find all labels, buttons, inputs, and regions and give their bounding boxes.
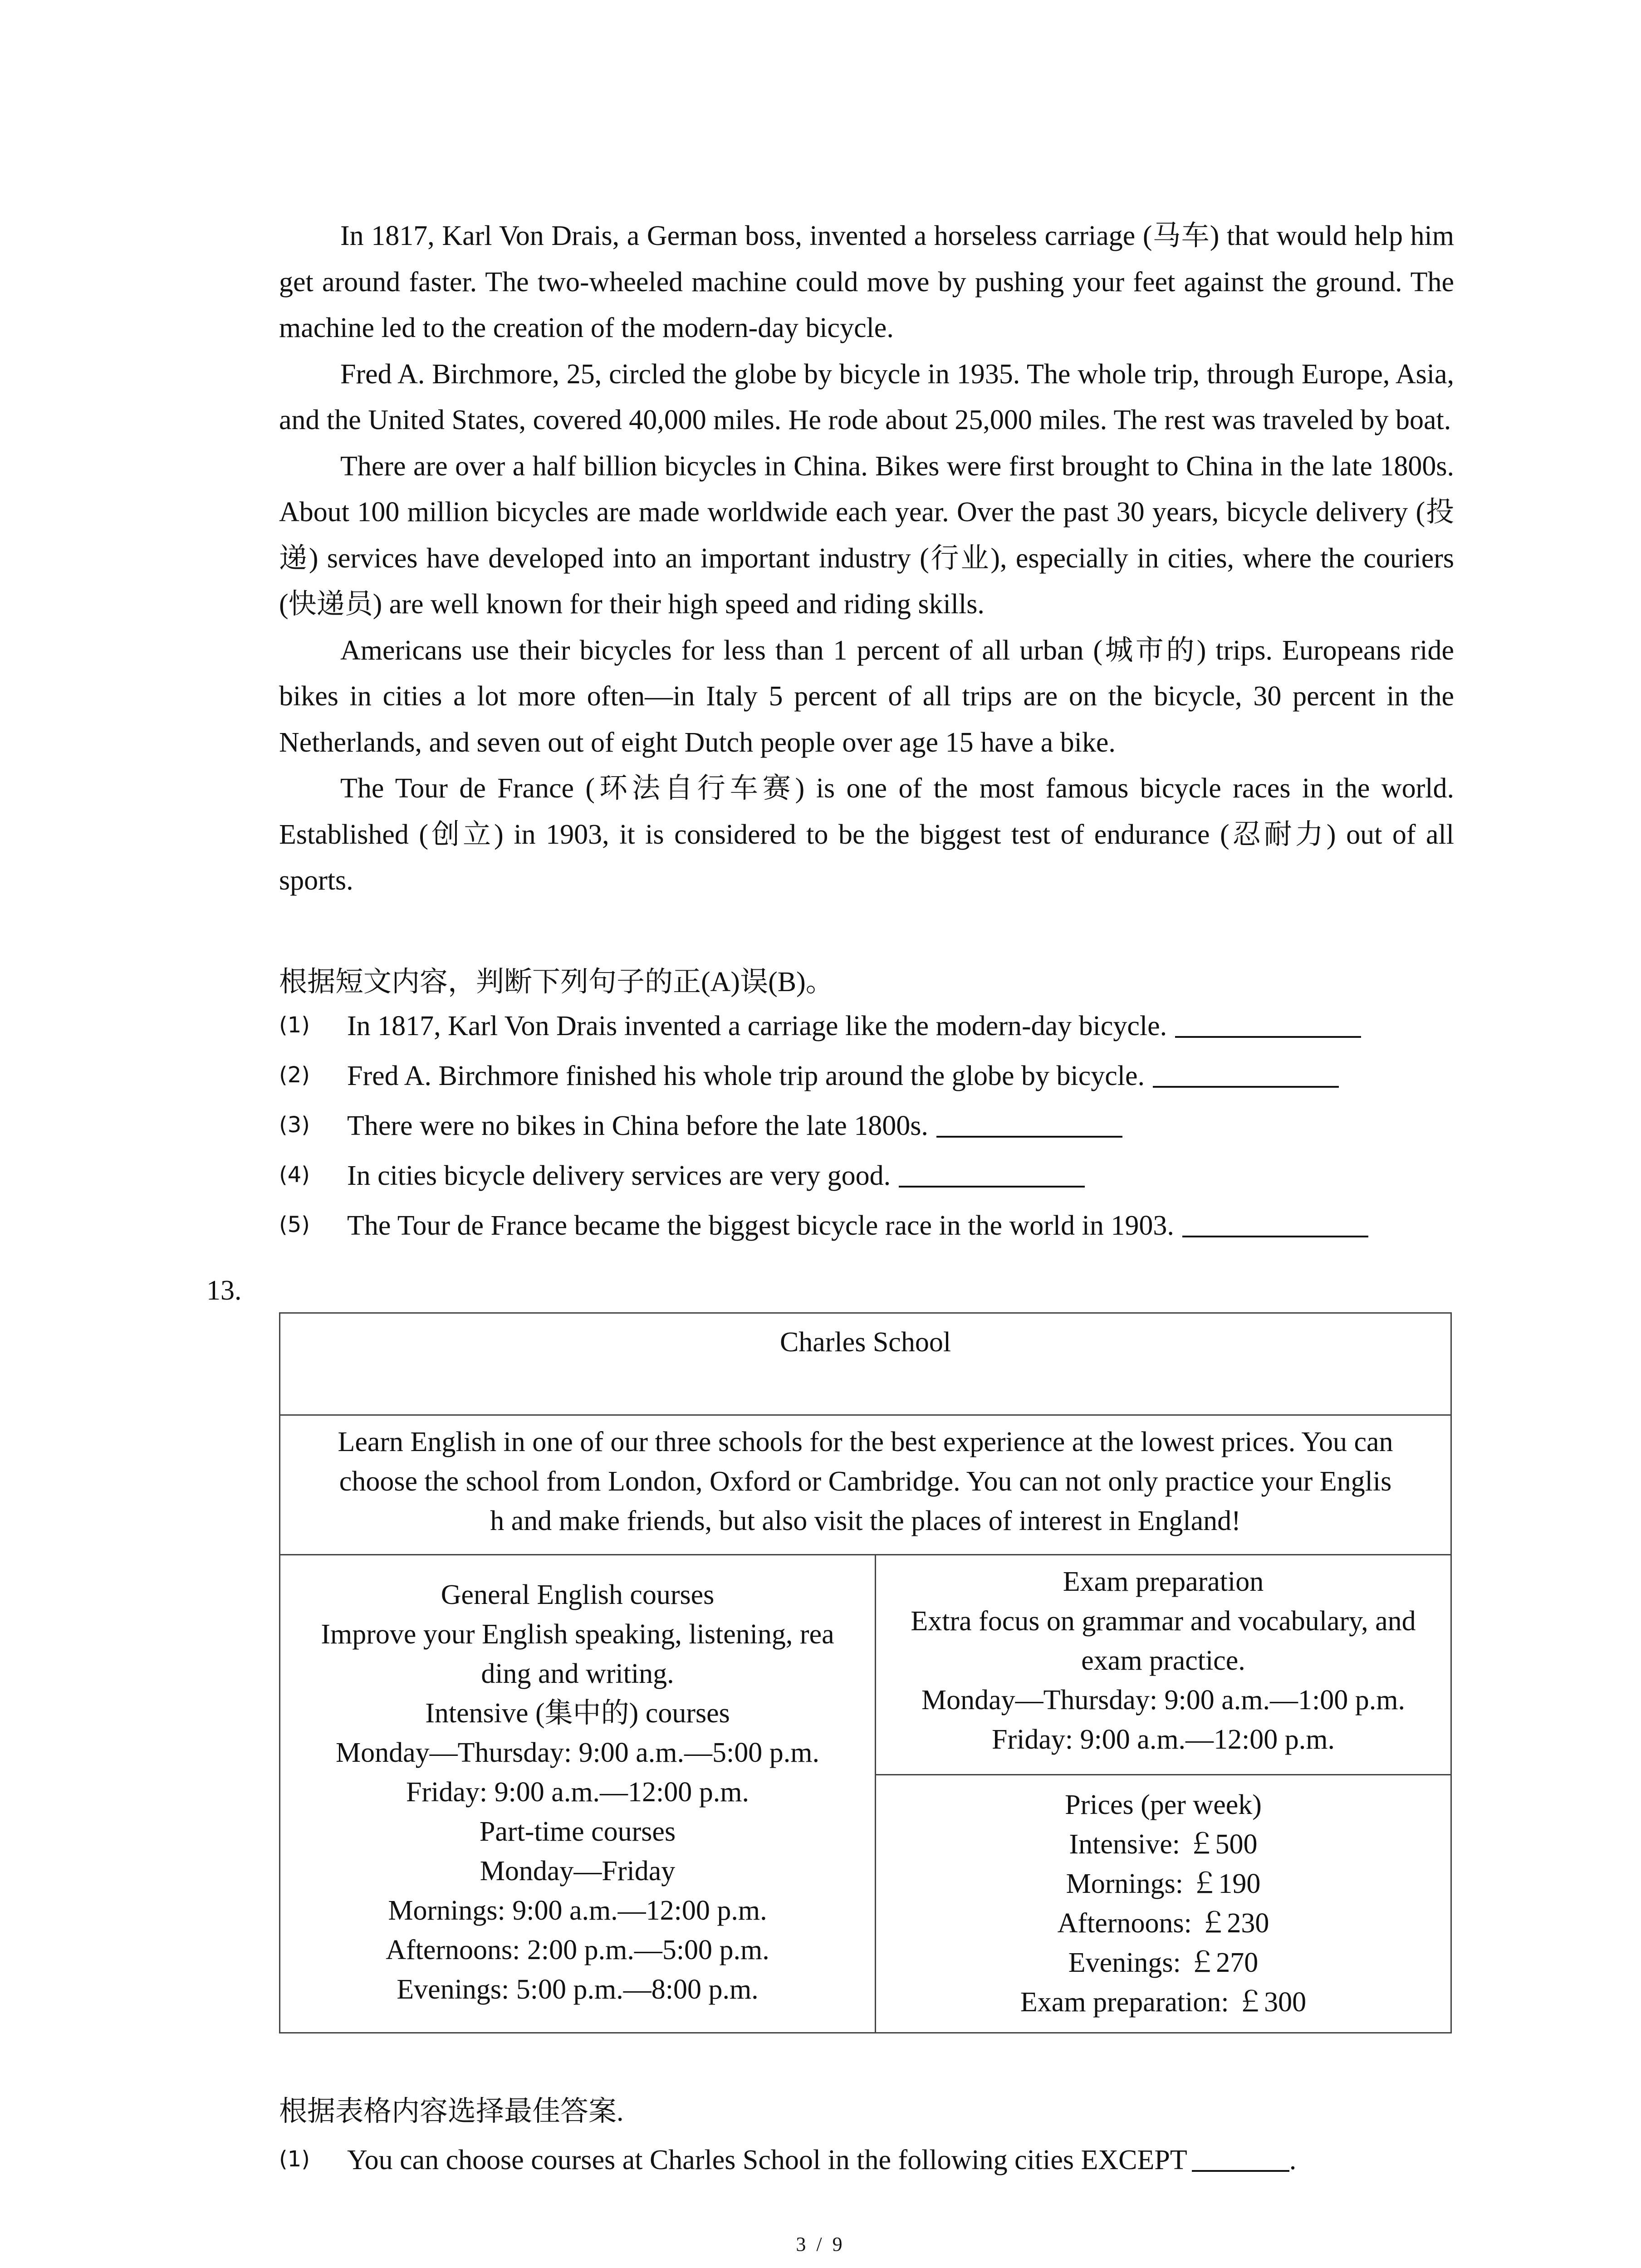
reading-passage	[279, 213, 1454, 904]
item-number: (3)	[279, 1112, 310, 1138]
general-line: Part-time courses	[479, 1816, 676, 1847]
passage-paragraph: The Tour de France (环法自行车赛) is one of the most famous bicycle races in the world. Established (创立) in 1903, it is considered to be the biggest test of endurance (忍耐力) out of all sports.	[279, 773, 1455, 896]
passage-paragraph: In 1817, Karl Von Drais, a German boss, invented a horseless carriage (马车) that would help him get around faster. The two-wheeled machine could move by pushing your feet against the ground. The machine led to the creation of the modern-day bicycle.	[279, 220, 1454, 343]
answer-blank[interactable]	[1182, 1211, 1368, 1237]
question-number: 13.	[206, 1275, 242, 1306]
item-number: (4)	[279, 1162, 310, 1188]
q12-item	[279, 1209, 1459, 1242]
school-info-table	[279, 1312, 1452, 2033]
q12-item	[279, 1009, 1459, 1042]
price-line: Intensive: ￡500	[1069, 1829, 1258, 1860]
price-line: Exam preparation: ￡300	[1020, 1987, 1307, 2018]
item-number: (5)	[279, 1212, 310, 1237]
item-text: There were no bikes in China before the late 1800s.	[347, 1110, 928, 1141]
intro-line: h and make friends, but also visit the places of interest in England!	[490, 1505, 1241, 1536]
general-courses-cell	[280, 1575, 875, 2009]
general-line: Afternoons: 2:00 p.m.—5:00 p.m.	[386, 1935, 769, 1965]
answer-blank[interactable]	[1153, 1061, 1339, 1088]
item-text: You can choose courses at Charles School in the following cities EXCEPT	[347, 2145, 1187, 2175]
answer-blank[interactable]	[899, 1161, 1085, 1188]
passage-paragraph: There are over a half billion bicycles in China. Bikes were first brought to China in the late 1800s. About 100 million bicycles are made worldwide each year. Over the past 30 years, bicycle delivery (投递) services have developed into an important industry (行业), especially in cities, where the couriers (快递员) are well known for their high speed and riding skills.	[279, 450, 1454, 620]
q12-item	[279, 1059, 1459, 1092]
page-number: 3 / 9	[796, 2233, 845, 2255]
exam-line: Exam preparation	[1063, 1566, 1264, 1597]
exam-line: Monday—Thursday: 9:00 a.m.—1:00 p.m.	[921, 1685, 1405, 1716]
exam-preparation-cell	[876, 1562, 1450, 1760]
general-line: General English courses	[441, 1579, 715, 1610]
item-text: The Tour de France became the biggest bicycle race in the world in 1903.	[347, 1210, 1174, 1241]
item-number: (1)	[279, 1012, 310, 1038]
general-line: ding and writing.	[481, 1658, 674, 1689]
passage-paragraph: Americans use their bicycles for less than 1 percent of all urban (城市的) trips. Europeans ride bikes in cities a lot more often—in Italy 5 percent of all trips are on the bicycle, 30 percent in the Netherlands, and seven out of eight Dutch people over age 15 have a bike.	[279, 635, 1454, 758]
q12-instruction: 根据短文内容，判断下列句子的正(A)误(B)。	[279, 967, 834, 997]
general-line: Intensive (集中的) courses	[425, 1698, 730, 1729]
general-line: Friday: 9:00 a.m.—12:00 p.m.	[406, 1777, 749, 1808]
item-number: (2)	[279, 1062, 310, 1088]
answer-blank[interactable]	[1192, 2145, 1289, 2172]
general-line: Monday—Friday	[480, 1856, 676, 1887]
table-divider	[280, 1554, 1450, 1555]
prices-cell	[876, 1785, 1450, 2022]
price-line: Mornings: ￡190	[1066, 1868, 1261, 1899]
passage-paragraph: Fred A. Birchmore, 25, circled the globe by bicycle in 1935. The whole trip, through Europe, Asia, and the United States, covered 40,000 miles. He rode about 25,000 miles. The rest was traveled by boat.	[279, 358, 1454, 435]
exam-line: exam practice.	[1081, 1645, 1245, 1676]
exam-line: Extra focus on grammar and vocabulary, and	[911, 1606, 1416, 1637]
table-title: Charles School	[779, 1327, 951, 1358]
exam-line: Friday: 9:00 a.m.—12:00 p.m.	[991, 1724, 1335, 1755]
general-line: Improve your English speaking, listening, rea	[321, 1619, 834, 1650]
price-line: Afternoons: ￡230	[1057, 1908, 1269, 1939]
general-line: Evenings: 5:00 p.m.—8:00 p.m.	[397, 1974, 759, 2005]
table-divider	[280, 1414, 1450, 1416]
intro-line: Learn English in one of our three schools for the best experience at the lowest prices. You can	[338, 1427, 1393, 1457]
item-text: Fred A. Birchmore finished his whole trip around the globe by bicycle.	[347, 1061, 1145, 1091]
price-line: Evenings: ￡270	[1068, 1947, 1259, 1978]
q12-item	[279, 1159, 1459, 1192]
q13-item	[279, 2143, 1459, 2176]
general-line: Mornings: 9:00 a.m.—12:00 p.m.	[388, 1895, 767, 1926]
q13-instruction: 根据表格内容选择最佳答案.	[279, 2096, 624, 2127]
answer-blank[interactable]	[1175, 1011, 1361, 1038]
item-text: In cities bicycle delivery services are very good.	[347, 1160, 891, 1191]
general-line: Monday—Thursday: 9:00 a.m.—5:00 p.m.	[336, 1737, 819, 1768]
price-line: Prices (per week)	[1065, 1789, 1262, 1820]
q12-item	[279, 1109, 1459, 1142]
intro-line: choose the school from London, Oxford or Cambridge. You can not only practice your Englis	[339, 1466, 1392, 1497]
table-divider	[875, 1774, 1450, 1775]
item-end: .	[1289, 2145, 1297, 2175]
table-intro	[280, 1422, 1450, 1541]
item-text: In 1817, Karl Von Drais invented a carriage like the modern-day bicycle.	[347, 1011, 1167, 1041]
item-number: (1)	[279, 2146, 310, 2172]
answer-blank[interactable]	[936, 1111, 1122, 1138]
